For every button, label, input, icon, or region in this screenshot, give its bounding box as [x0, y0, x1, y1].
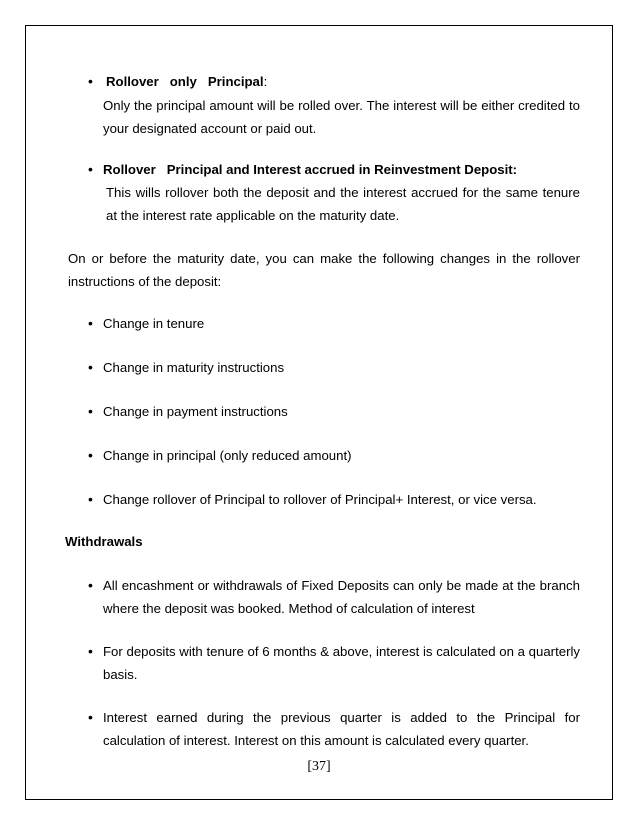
- list-item: All encashment or withdrawals of Fixed Deposits can only be made at the branch where the deposit was booked. Method of calculation of interest: [103, 578, 580, 616]
- bullet-dot-icon: •: [88, 577, 93, 593]
- changes-intro: On or before the maturity date, you can make the following changes in the rollover instructions of the deposit:: [68, 251, 580, 289]
- rollover-principal-body: Only the principal amount will be rolled over. The interest will be either credited to your designated account or paid out.: [103, 98, 580, 136]
- bullet-dot-icon: •: [88, 73, 93, 89]
- withdrawals-heading: Withdrawals: [65, 534, 143, 549]
- rollover-principal-title: Rollover only Principal:: [106, 74, 268, 89]
- list-item: Change in tenure: [103, 316, 205, 331]
- bullet-dot-icon: •: [88, 403, 93, 419]
- list-item: Change in principal (only reduced amount): [103, 448, 352, 463]
- bullet-dot-icon: •: [88, 643, 93, 659]
- bullet-dot-icon: •: [88, 359, 93, 375]
- bullet-dot-icon: •: [88, 161, 93, 177]
- rollover-principal-interest-body: This wills rollover both the deposit and the interest accrued for the same tenure at the interest rate applicable on the maturity date.: [106, 185, 580, 223]
- bullet-dot-icon: •: [88, 491, 93, 507]
- bullet-dot-icon: •: [88, 447, 93, 463]
- list-item: Change rollover of Principal to rollover of Principal+ Interest, or vice versa.: [103, 492, 537, 507]
- page-number: [37]: [307, 759, 331, 774]
- list-item: Interest earned during the previous quarter is added to the Principal for calculation of interest. Interest on this amount is calculated every quarter.: [103, 710, 580, 748]
- list-item: Change in maturity instructions: [103, 360, 285, 375]
- rollover-principal-interest-title: Rollover Principal and Interest accrued in Reinvestment Deposit:: [103, 162, 518, 177]
- bullet-dot-icon: •: [88, 315, 93, 331]
- bullet-dot-icon: •: [88, 709, 93, 725]
- list-item: For deposits with tenure of 6 months & above, interest is calculated on a quarterly basis.: [103, 644, 580, 682]
- list-item: Change in payment instructions: [103, 404, 288, 419]
